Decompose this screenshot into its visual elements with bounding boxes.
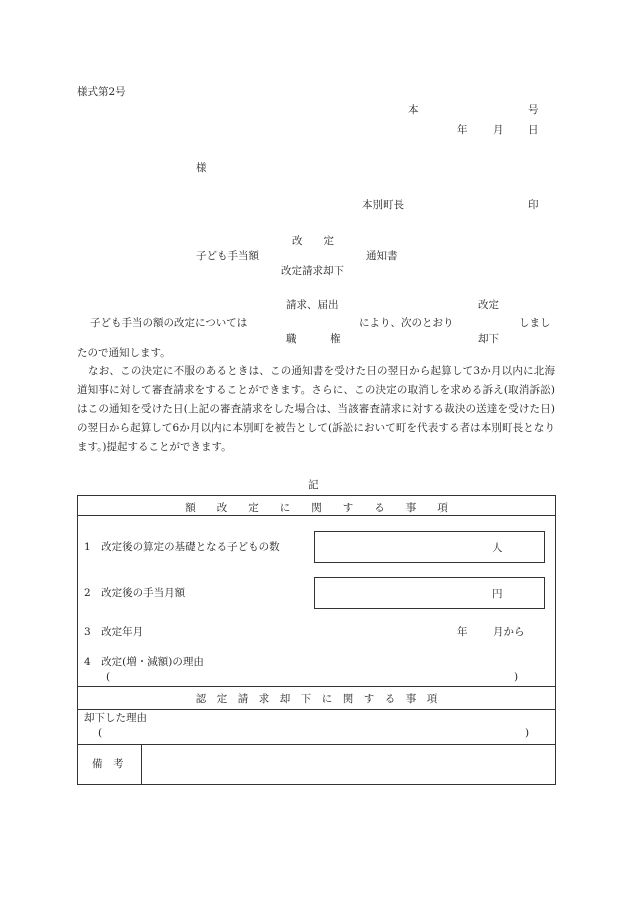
date-year: 年 — [457, 124, 468, 136]
appeal-paragraph: なお、この決定に不服のあるときは、この通知書を受けた日の翌日から起算して3か月以内に北海道知事に対して審査請求をすることができます。さらに、この決定の取消しを求める訴え(取消訴訟)はこの通知を受けた日(上記の審査請求をした場合は、当該審査請求に対する裁決の送達を受けた日)の翌日から起算して6か月以内に本別町を被告として(訴訟において町を代表する者は本別町長となります。)提起することができます。 — [77, 365, 555, 453]
remarks-label-cell — [78, 745, 142, 784]
option-ex-officio-a: 職 — [286, 333, 297, 345]
body-main-right: しまし — [519, 317, 551, 329]
item2-unit: 円 — [492, 588, 503, 600]
date-day: 日 — [528, 124, 539, 136]
option-reject: 却下 — [478, 333, 499, 345]
section-amount-revision-header: 額 改 定 に 関 す る 事 項 — [185, 502, 448, 514]
addressee-honorific: 様 — [196, 162, 207, 174]
item3-month: 月から — [493, 626, 525, 638]
rejection-reason-label: 却下した理由 — [84, 712, 147, 724]
title-top: 改 定 — [292, 235, 334, 247]
remarks-field[interactable] — [143, 745, 555, 784]
body-continuation: たので通知します。 — [77, 347, 171, 359]
remarks-label: 備 考 — [92, 758, 124, 770]
number-label: 本 — [408, 104, 419, 116]
item1-unit: 人 — [492, 542, 503, 554]
option-request: 請求、届出 — [286, 299, 339, 311]
ki-label: 記 — [308, 479, 319, 491]
title-left: 子ども手当額 — [196, 250, 259, 262]
divider — [78, 709, 555, 710]
option-revise: 改定 — [478, 299, 499, 311]
divider — [78, 515, 555, 516]
item2-label: 2 改定後の手当月額 — [84, 587, 186, 599]
rejection-close-paren: ) — [525, 727, 530, 739]
item4-label: 4 改定(増・減額)の理由 — [84, 656, 204, 668]
number-suffix: 号 — [528, 104, 539, 116]
monthly-amount-field[interactable] — [314, 577, 545, 609]
option-ex-officio-b: 権 — [330, 333, 341, 345]
body-main-middle: により、次のとおり — [359, 317, 454, 329]
form-number: 様式第2号 — [77, 86, 126, 98]
details-table — [77, 495, 556, 785]
issuer-name: 本別町長 — [362, 199, 404, 211]
item1-label: 1 改定後の算定の基礎となる子どもの数 — [84, 541, 280, 553]
section-rejection-header: 認 定 請 求 却 下 に 関 す る 事 項 — [195, 693, 438, 705]
rejection-open-paren: ( — [98, 727, 103, 739]
item3-label: 3 改定年月 — [84, 626, 144, 638]
item3-year: 年 — [457, 626, 468, 638]
divider — [78, 686, 555, 687]
title-bottom: 改定請求却下 — [281, 265, 344, 277]
title-right: 通知書 — [366, 250, 398, 262]
body-main-left: 子ども手当の額の改定については — [90, 317, 248, 329]
seal-mark: 印 — [528, 199, 539, 211]
item4-open-paren: ( — [106, 671, 111, 683]
item4-close-paren: ) — [514, 671, 519, 683]
date-month: 月 — [493, 124, 504, 136]
children-count-field[interactable] — [314, 531, 545, 563]
